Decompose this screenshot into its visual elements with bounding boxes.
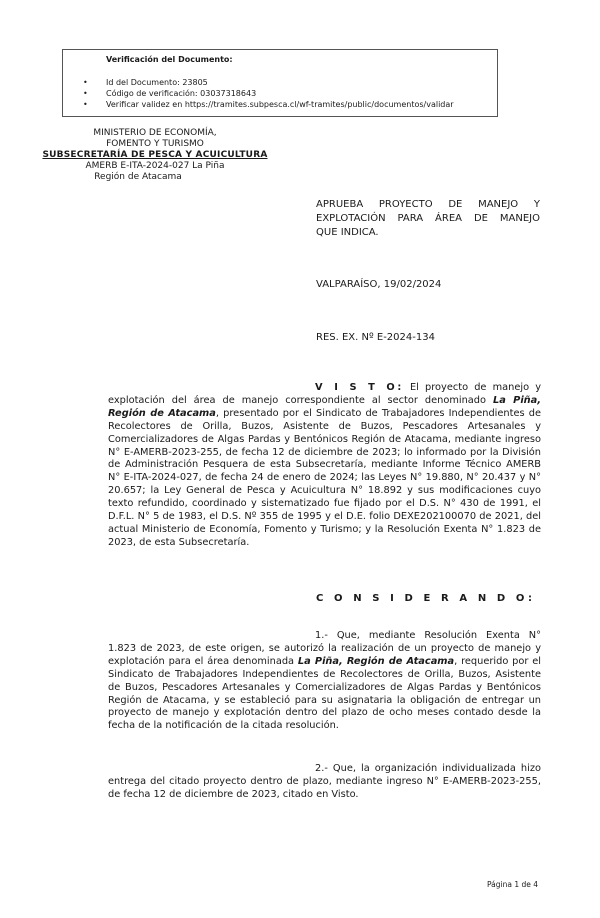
verification-item-url[interactable]: • Verificar validez en https://tramites.subpesca.cl/wf-tramites/public/documentos/validar xyxy=(83,100,454,109)
page-number: Página 1 de 4 xyxy=(487,880,539,889)
resolution-title: APRUEBA PROYECTO DE MANEJO Y EXPLOTACIÓN PARA ÁREA DE MANEJO QUE INDICA. xyxy=(316,199,540,238)
verification-item-code: • Código de verificación: 03037318643 xyxy=(83,89,257,98)
visto-heading: V I S T O: xyxy=(315,382,404,393)
considerando-paragraph-2: 2.- Que, la organización individualizada hizo entrega del citado proyecto dentro de plazo, mediante ingreso N° E-AMERB-2023-255, de fecha 12 de diciembre de 2023, citado en Visto. xyxy=(108,763,541,800)
visto-paragraph: V I S T O: El proyecto de manejo y explotación del área de manejo correspondiente al sector denominado La Piña, Región de Atacama, presentado por el Sindicato de Trabajadores Independientes de Recolectores de Orilla, Buzos, Asistente de Buzos, Pescadores Artesanales y Comercializadores de Algas Pardas y Bentónicos Región de Atacama, mediante ingreso N° E-AMERB-2023-255, de fecha 12 de diciembre de 2023; lo informado por la División de Administración Pesquera de esta Subsecretaría, mediante Informe Técnico AMERB N° E-ITA-2024-027, de fecha 24 de enero de 2024; las Leyes N° 19.880, N° 20.437 y N° 20.657; la Ley General de Pesca y Acuicultura N° 18.892 y sus modificaciones cuyo texto refundido, coordinado y sistematizado fue fijado por el D.S. N° 430 de 1991, el D.F.L. N° 5 de 1983, el D.S. Nº 355 de 1995 y el D.E. folio DEXE202100070 de 2021, del actual Ministerio de Economía, Fomento y Turismo; y la Resolución Exenta N° 1.823 de 2023, de esta Subsecretaría. xyxy=(108,382,541,548)
ministry-name: MINISTERIO DE ECONOMÍA, xyxy=(93,128,217,138)
amerb-reference: AMERB E-ITA-2024-027 La Piña xyxy=(85,161,225,171)
verification-box xyxy=(62,49,498,117)
bullet-icon: • xyxy=(83,100,88,109)
bullet-icon: • xyxy=(83,78,88,87)
area-name-highlight: La Piña, Región de Atacama xyxy=(297,655,455,667)
region-name: Región de Atacama xyxy=(94,172,182,182)
considerando-paragraph-1: 1.- Que, mediante Resolución Exenta N° 1.823 de 2023, de este origen, se autorizó la realización de un proyecto de manejo y explotación para el área denominada La Piña, Región de Atacama, requerido por el Sindicato de Trabajadores Independientes de Recolectores de Orilla, Buzos, Asistente de Buzos, Pescadores Artesanales y Comercializadores de Algas Pardas y Bentónicos Región de Atacama, y se estableció para su asignataria la obligación de entregar un proyecto de manejo y explotación dentro del plazo de ocho meses contado desde la fecha de la notificación de la citada resolución. xyxy=(108,630,541,732)
verification-item-document-id: • Id del Documento: 23805 xyxy=(83,78,208,87)
issuer-header xyxy=(30,128,280,183)
verification-title: Verificación del Documento: xyxy=(106,55,233,64)
considerando-heading: C O N S I D E R A N D O: xyxy=(316,593,536,604)
subsecretaria-name: SUBSECRETARÍA DE PESCA Y ACUICULTURA xyxy=(42,150,268,160)
verification-list xyxy=(63,77,498,110)
ministry-name-cont: FOMENTO Y TURISMO xyxy=(106,139,204,149)
area-name-highlight: La Piña, Región de Atacama xyxy=(108,394,541,419)
place-date: VALPARAÍSO, 19/02/2024 xyxy=(316,279,442,290)
bullet-icon: • xyxy=(83,89,88,98)
resolution-number: RES. EX. Nº E-2024-134 xyxy=(316,332,435,343)
